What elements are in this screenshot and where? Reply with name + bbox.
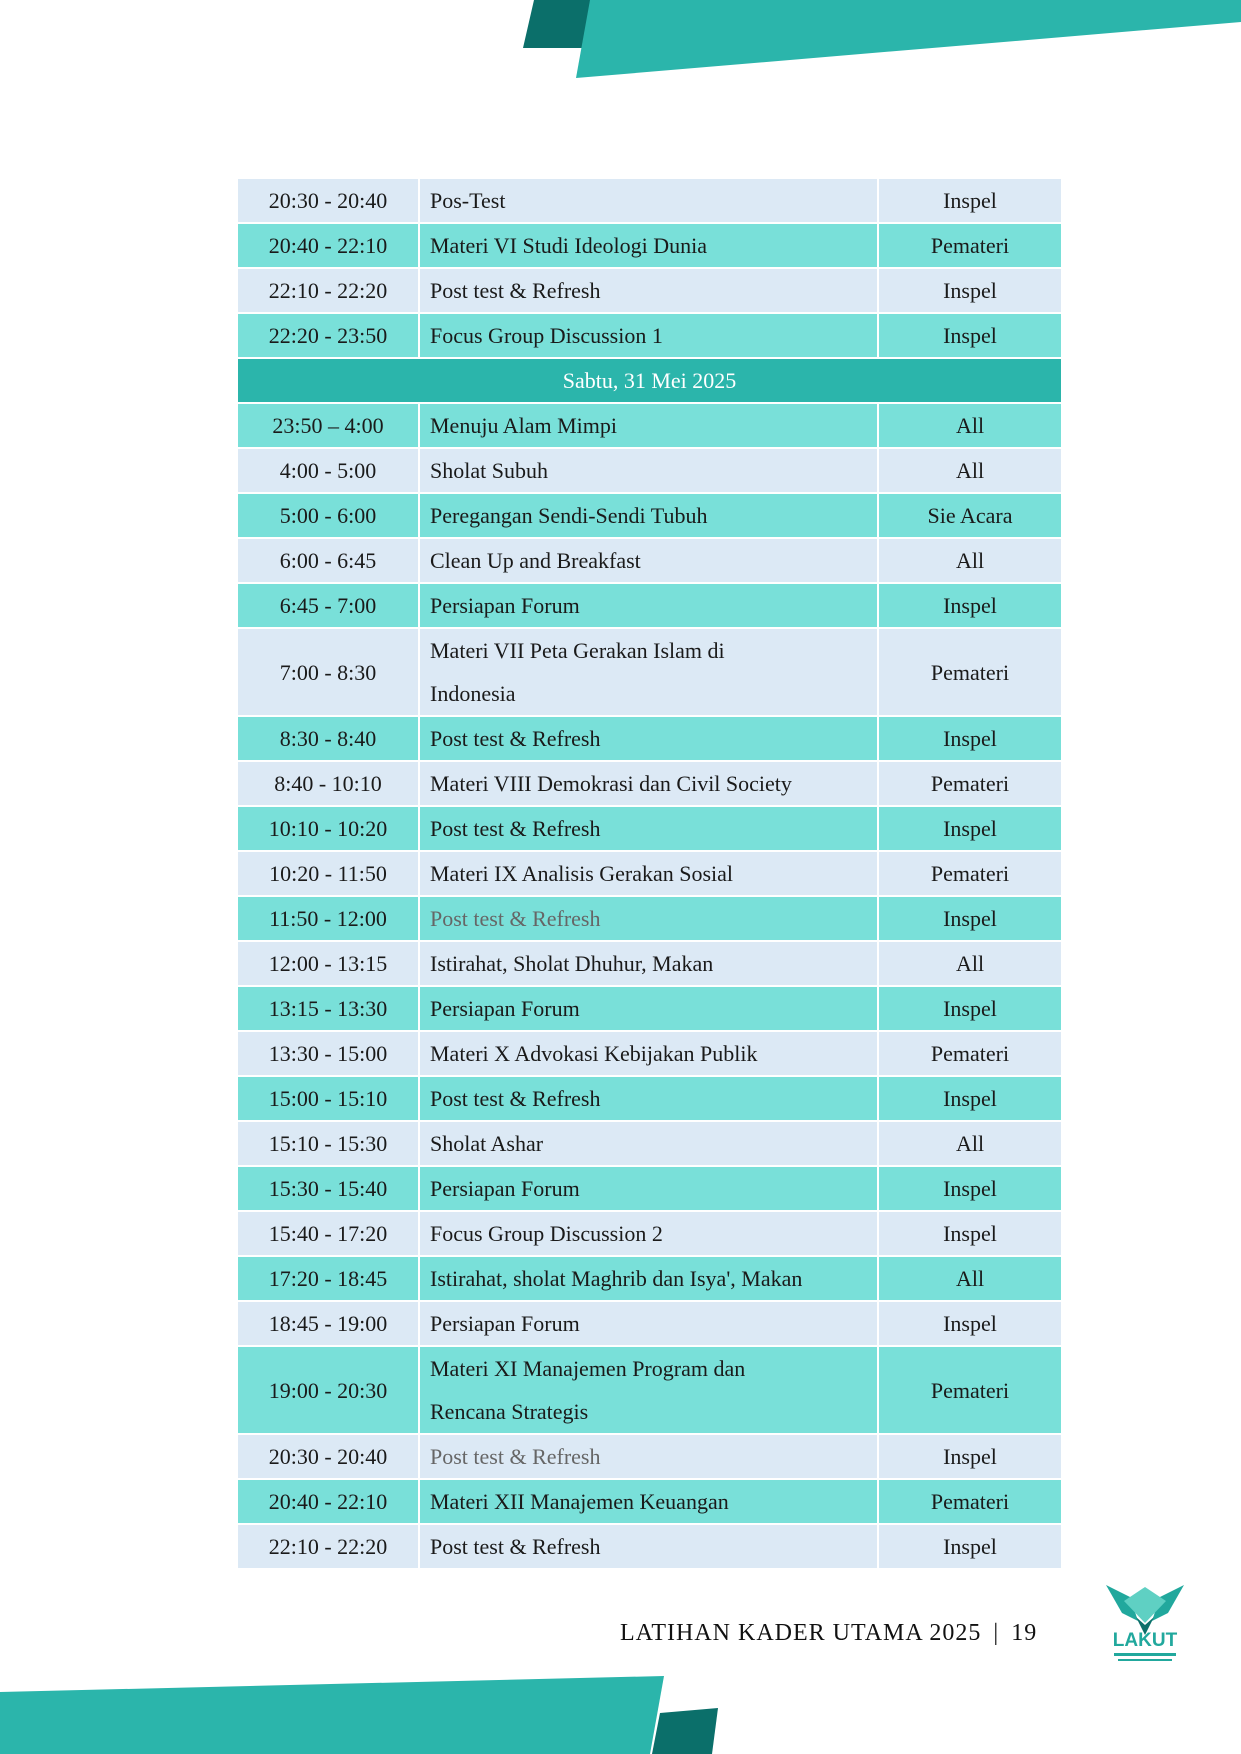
activity-cell xyxy=(419,628,878,716)
activity-cell: Sholat Subuh xyxy=(419,448,878,493)
pic-cell: Inspel xyxy=(878,1166,1062,1211)
activity-line: Materi VII Peta Gerakan Islam di xyxy=(430,638,725,663)
activity-cell: Focus Group Discussion 1 xyxy=(419,313,878,358)
pic-cell: Inspel xyxy=(878,313,1062,358)
table-row xyxy=(237,1211,1062,1256)
activity-line: Rencana Strategis xyxy=(430,1399,589,1424)
time-cell: 5:00 - 6:00 xyxy=(237,493,419,538)
table-row xyxy=(237,493,1062,538)
table-row xyxy=(237,583,1062,628)
table-row xyxy=(237,1031,1062,1076)
time-cell: 20:40 - 22:10 xyxy=(237,1479,419,1524)
day-header: Sabtu, 31 Mei 2025 xyxy=(237,358,1062,403)
pic-cell: Inspel xyxy=(878,1076,1062,1121)
activity-cell: Post test & Refresh xyxy=(419,1524,878,1569)
time-cell: 20:30 - 20:40 xyxy=(237,178,419,223)
time-cell: 4:00 - 5:00 xyxy=(237,448,419,493)
activity-cell: Materi VIII Demokrasi dan Civil Society xyxy=(419,761,878,806)
time-cell: 15:40 - 17:20 xyxy=(237,1211,419,1256)
activity-cell: Materi IX Analisis Gerakan Sosial xyxy=(419,851,878,896)
activity-cell: Pos-Test xyxy=(419,178,878,223)
time-cell: 13:30 - 15:00 xyxy=(237,1031,419,1076)
pic-cell: Pemateri xyxy=(878,1479,1062,1524)
pic-cell: Inspel xyxy=(878,178,1062,223)
pic-cell: Pemateri xyxy=(878,223,1062,268)
top-dark-stripe xyxy=(523,0,598,48)
table-row xyxy=(237,1434,1062,1479)
time-cell: 13:15 - 13:30 xyxy=(237,986,419,1031)
time-cell: 20:30 - 20:40 xyxy=(237,1434,419,1479)
pic-cell: Inspel xyxy=(878,583,1062,628)
table-row xyxy=(237,1346,1062,1434)
activity-cell: Sholat Ashar xyxy=(419,1121,878,1166)
table-row xyxy=(237,313,1062,358)
pic-cell: Inspel xyxy=(878,1434,1062,1479)
activity-cell: Materi XII Manajemen Keuangan xyxy=(419,1479,878,1524)
table-row xyxy=(237,538,1062,583)
time-cell: 6:45 - 7:00 xyxy=(237,583,419,628)
table-row xyxy=(237,806,1062,851)
activity-cell: Menuju Alam Mimpi xyxy=(419,403,878,448)
page-number: 19 xyxy=(1011,1620,1038,1646)
lakut-logo-icon xyxy=(1100,1575,1190,1667)
activity-cell: Persiapan Forum xyxy=(419,986,878,1031)
footer-title: LATIHAN KADER UTAMA 2025 xyxy=(620,1620,982,1646)
activity-cell: Post test & Refresh xyxy=(419,806,878,851)
pic-cell: Sie Acara xyxy=(878,493,1062,538)
pic-cell: All xyxy=(878,538,1062,583)
time-cell: 12:00 - 13:15 xyxy=(237,941,419,986)
pic-cell: All xyxy=(878,1121,1062,1166)
activity-cell: Post test & Refresh xyxy=(419,268,878,313)
pic-cell: All xyxy=(878,448,1062,493)
top-teal-band xyxy=(576,0,1241,78)
activity-cell: Post test & Refresh xyxy=(419,1076,878,1121)
activity-cell: Istirahat, Sholat Dhuhur, Makan xyxy=(419,941,878,986)
pic-cell: Inspel xyxy=(878,1211,1062,1256)
activity-cell: Focus Group Discussion 2 xyxy=(419,1211,878,1256)
table-row xyxy=(237,941,1062,986)
time-cell: 15:10 - 15:30 xyxy=(237,1121,419,1166)
time-cell: 11:50 - 12:00 xyxy=(237,896,419,941)
table-row xyxy=(237,448,1062,493)
table-row xyxy=(237,1256,1062,1301)
time-cell: 23:50 – 4:00 xyxy=(237,403,419,448)
activity-line: Indonesia xyxy=(430,681,516,706)
table-row xyxy=(237,761,1062,806)
activity-cell: Peregangan Sendi-Sendi Tubuh xyxy=(419,493,878,538)
schedule-table xyxy=(236,177,1063,1570)
pic-cell: Inspel xyxy=(878,986,1062,1031)
activity-cell: Istirahat, sholat Maghrib dan Isya', Makan xyxy=(419,1256,878,1301)
footer-separator: | xyxy=(993,1620,1000,1646)
table-row xyxy=(237,896,1062,941)
activity-cell: Post test & Refresh xyxy=(419,896,878,941)
pic-cell: Pemateri xyxy=(878,1346,1062,1434)
pic-cell: All xyxy=(878,1256,1062,1301)
table-row xyxy=(237,268,1062,313)
pic-cell: Pemateri xyxy=(878,851,1062,896)
time-cell: 7:00 - 8:30 xyxy=(237,628,419,716)
activity-cell: Persiapan Forum xyxy=(419,583,878,628)
activity-cell: Persiapan Forum xyxy=(419,1166,878,1211)
table-row xyxy=(237,851,1062,896)
table-row xyxy=(237,1076,1062,1121)
pic-cell: All xyxy=(878,403,1062,448)
activity-cell: Materi X Advokasi Kebijakan Publik xyxy=(419,1031,878,1076)
activity-cell: Post test & Refresh xyxy=(419,1434,878,1479)
time-cell: 17:20 - 18:45 xyxy=(237,1256,419,1301)
activity-cell: Post test & Refresh xyxy=(419,716,878,761)
table-row xyxy=(237,403,1062,448)
time-cell: 22:10 - 22:20 xyxy=(237,268,419,313)
pic-cell: Inspel xyxy=(878,716,1062,761)
pic-cell: Inspel xyxy=(878,1301,1062,1346)
activity-line: Materi XI Manajemen Program dan xyxy=(430,1356,746,1381)
page-footer xyxy=(620,1620,1037,1647)
pic-cell: Pemateri xyxy=(878,628,1062,716)
time-cell: 15:00 - 15:10 xyxy=(237,1076,419,1121)
table-row xyxy=(237,1479,1062,1524)
activity-cell: Materi VI Studi Ideologi Dunia xyxy=(419,223,878,268)
activity-cell: Persiapan Forum xyxy=(419,1301,878,1346)
table-row xyxy=(237,1121,1062,1166)
pic-cell: All xyxy=(878,941,1062,986)
activity-cell: Clean Up and Breakfast xyxy=(419,538,878,583)
activity-cell xyxy=(419,1346,878,1434)
pic-cell: Inspel xyxy=(878,896,1062,941)
table-row xyxy=(237,716,1062,761)
pic-cell: Pemateri xyxy=(878,1031,1062,1076)
time-cell: 10:10 - 10:20 xyxy=(237,806,419,851)
time-cell: 20:40 - 22:10 xyxy=(237,223,419,268)
table-row xyxy=(237,223,1062,268)
time-cell: 19:00 - 20:30 xyxy=(237,1346,419,1434)
table-row xyxy=(237,1524,1062,1569)
table-row xyxy=(237,1166,1062,1211)
table-row xyxy=(237,178,1062,223)
time-cell: 15:30 - 15:40 xyxy=(237,1166,419,1211)
table-row xyxy=(237,986,1062,1031)
pic-cell: Inspel xyxy=(878,268,1062,313)
time-cell: 10:20 - 11:50 xyxy=(237,851,419,896)
pic-cell: Pemateri xyxy=(878,761,1062,806)
pic-cell: Inspel xyxy=(878,1524,1062,1569)
bottom-dark-stripe xyxy=(652,1708,718,1754)
time-cell: 6:00 - 6:45 xyxy=(237,538,419,583)
table-row xyxy=(237,628,1062,716)
bottom-teal-band xyxy=(0,1676,664,1754)
logo-wordmark: LAKUT xyxy=(1112,1630,1178,1651)
pic-cell: Inspel xyxy=(878,806,1062,851)
time-cell: 8:30 - 8:40 xyxy=(237,716,419,761)
time-cell: 22:20 - 23:50 xyxy=(237,313,419,358)
time-cell: 22:10 - 22:20 xyxy=(237,1524,419,1569)
day-header-row xyxy=(237,358,1062,403)
time-cell: 18:45 - 19:00 xyxy=(237,1301,419,1346)
table-row xyxy=(237,1301,1062,1346)
time-cell: 8:40 - 10:10 xyxy=(237,761,419,806)
